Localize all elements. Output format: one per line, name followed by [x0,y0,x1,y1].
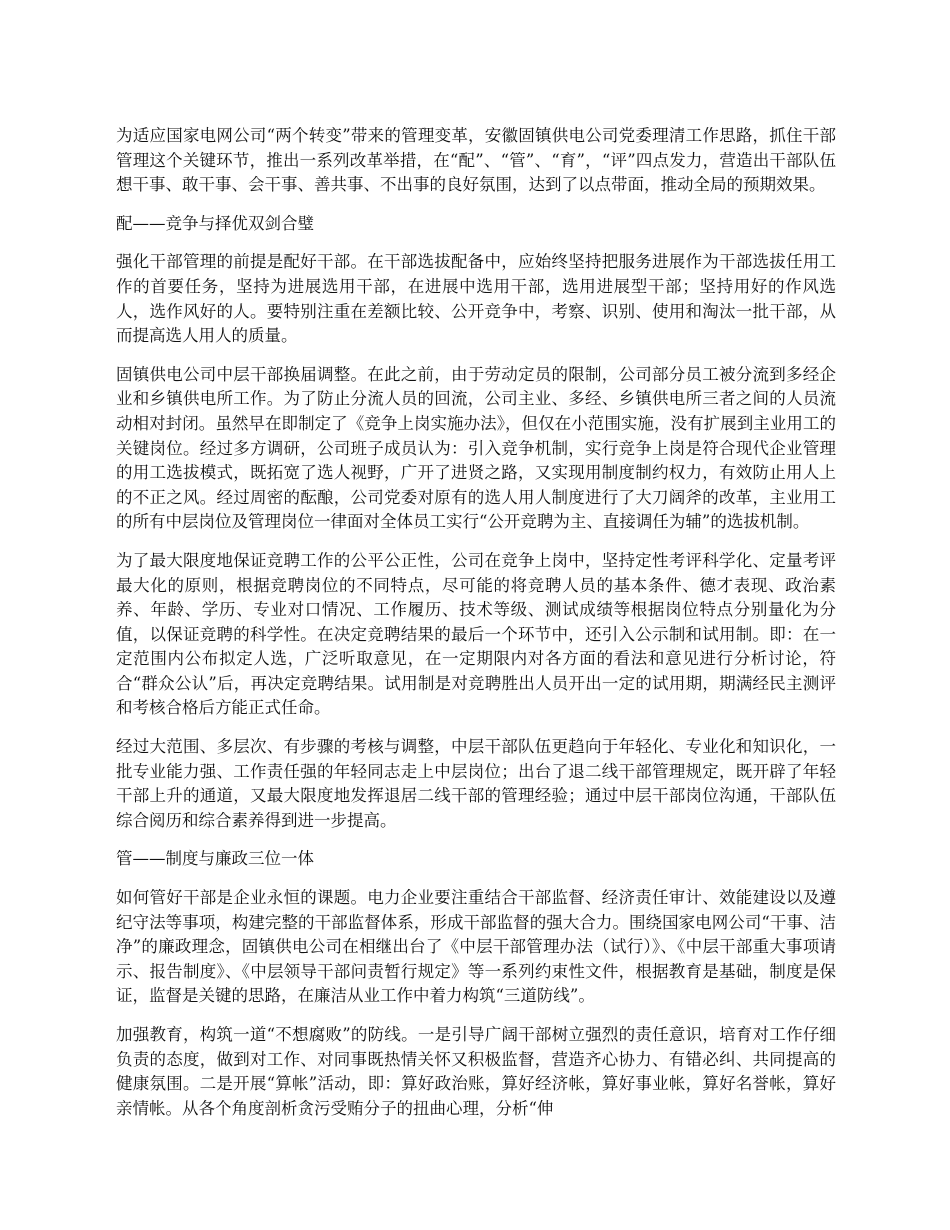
body-paragraph: 为了最大限度地保证竞聘工作的公平公正性，公司在竞争上岗中，坚持定性考评科学化、定量考评最大化的原则，根据竞聘岗位的不同特点，尽可能的将竞聘人员的基本条件、德才表现、政治素养、年龄、学历、专业对口情况、工作履历、技术等级、测试成绩等根据岗位特点分别量化为分值，以保证竞聘的科学性。在决定竞聘结果的最后一个环节中，还引入公示制和试用制。即：在一定范围内公布拟定人选，广泛听取意见，在一定期限内对各方面的看法和意见进行分析讨论，符合“群众公认”后，再决定竞聘结果。试用制是对竞聘胜出人员开出一定的试用期，期满经民主测评和考核合格后方能正式任命。 [116,550,836,718]
body-paragraph: 如何管好干部是企业永恒的课题。电力企业要注重结合干部监督、经济责任审计、效能建设以及遵纪守法等事项，构建完整的干部监督体系，形成干部监督的强大合力。围绕国家电网公司“干事、洁净”的廉政理念，固镇供电公司在相继出台了《中层干部管理办法（试行）》、《中层干部重大事项请示、报告制度》、《中层领导干部问责暂行规定》等一系列约束性文件，根据教育是基础，制度是保证，监督是关键的思路，在廉洁从业工作中着力构筑“三道防线”。 [116,888,836,1006]
body-paragraph: 经过大范围、多层次、有步骤的考核与调整，中层干部队伍更趋向于年轻化、专业化和知识化，一批专业能力强、工作责任强的年轻同志走上中层岗位；出台了退二线干部管理规定，既开辟了年轻干部上升的通道，又最大限度地发挥退居二线干部的管理经验；通过中层干部岗位沟通，干部队伍综合阅历和综合素养得到进一步提高。 [116,737,836,830]
body-paragraph: 加强教育，构筑一道“不想腐败”的防线。一是引导广阔干部树立强烈的责任意识，培育对工作仔细负责的态度，做到对工作、对同事既热情关怀又积极监督，营造齐心协力、有错必纠、共同提高的健康氛围。二是开展“算帐”活动，即：算好政治账，算好经济帐，算好事业帐，算好名誉帐，算好亲情帐。从各个角度剖析贪污受贿分子的扭曲心理，分析“伸 [116,1025,836,1118]
body-paragraph: 固镇供电公司中层干部换届调整。在此之前，由于劳动定员的限制，公司部分员工被分流到多经企业和乡镇供电所工作。为了防止分流人员的回流，公司主业、多经、乡镇供电所三者之间的人员流动相对封闭。虽然早在即制定了《竞争上岗实施办法》，但仅在小范围实施，没有扩展到主业用工的关键岗位。经过多方调研，公司班子成员认为：引入竞争机制，实行竞争上岗是符合现代企业管理的用工选拔模式，既拓宽了选人视野，广开了进贤之路，又实现用制度制约权力，有效防止用人上的不正之风。经过周密的酝酿，公司党委对原有的选人用人制度进行了大刀阔斧的改革，主业用工的所有中层岗位及管理岗位一律面对全体员工实行“公开竞聘为主、直接调任为辅”的选拔机制。 [116,364,836,532]
document-body [116,124,836,1121]
intro-paragraph: 为适应国家电网公司“两个转变”带来的管理变革，安徽固镇供电公司党委理清工作思路，抓住干部管理这个关键环节，推出一系列改革举措，在“配”、“管”、“育”，“评”四点发力，营造出干部队伍想干事、敢干事、会干事、善共事、不出事的良好氛围，达到了以点带面，推动全局的预期效果。 [116,126,836,195]
section-heading-pei: 配——竞争与择优双剑合璧 [116,213,314,233]
body-paragraph: 强化干部管理的前提是配好干部。在干部选拔配备中，应始终坚持把服务进展作为干部选拔任用工作的首要任务，坚持为进展选用干部，在进展中选用干部，选用进展型干部；坚持用好的作风选人，选作风好的人。要特别注重在差额比较、公开竞争中，考察、识别、使用和淘汰一批干部，从而提高选人用人的质量。 [116,252,836,346]
section-heading-guan: 管——制度与廉政三位一体 [116,849,314,869]
